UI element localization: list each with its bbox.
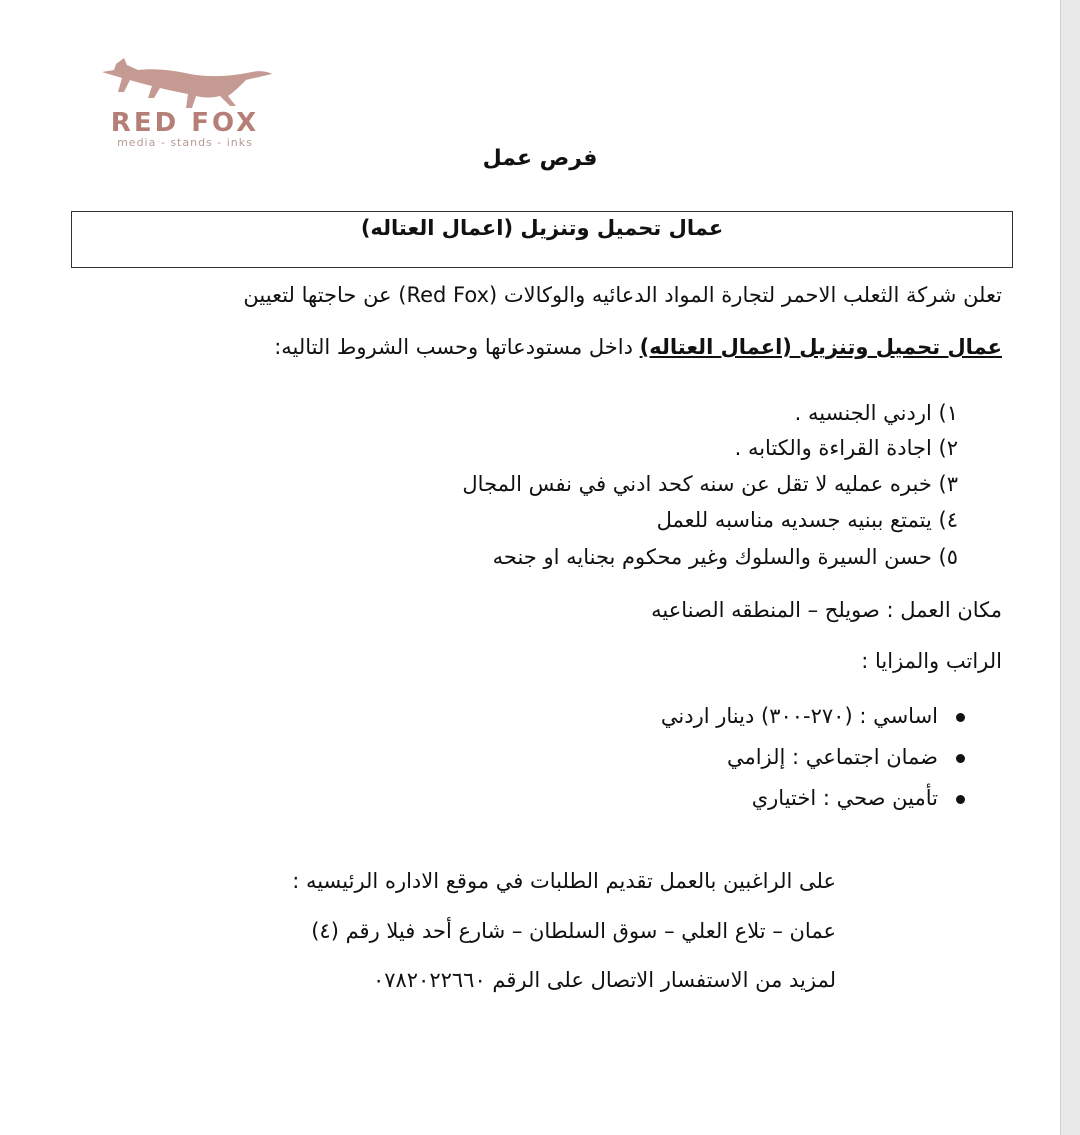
salary-heading: الراتب والمزايا : (861, 649, 1002, 673)
box-heading: عمال تحميل وتنزيل (اعمال العتاله) (360, 216, 724, 240)
heading-box (71, 211, 1013, 268)
bullet-icon (956, 713, 965, 722)
apply-phone: لمزيد من الاستفسار الاتصال على الرقم ٠٧٨٢٠٢٢٦٦٠ (372, 968, 836, 992)
condition-item: ١) اردني الجنسيه . (794, 401, 958, 425)
red-fox-logo (78, 56, 288, 150)
intro-underlined: عمال تحميل وتنزيل (اعمال العتاله) (639, 335, 1002, 359)
fox-icon (94, 56, 274, 112)
work-location: مكان العمل : صويلح – المنطقه الصناعيه (651, 598, 1002, 622)
apply-instruction: على الراغبين بالعمل تقديم الطلبات في موقع الاداره الرئيسيه : (292, 869, 836, 893)
logo-wordmark: RED FOX (110, 108, 260, 138)
intro-line-1: تعلن شركة الثعلب الاحمر لتجارة المواد الدعائيه والوكالات (Red Fox) عن حاجتها لتعيين (243, 283, 1002, 307)
condition-item: ٢) اجادة القراءة والكتابه . (734, 436, 958, 460)
intro-rest: داخل مستودعاتها وحسب الشروط التاليه: (274, 335, 640, 359)
page-edge (1061, 0, 1080, 1135)
logo-tagline: media - stands - inks (117, 136, 253, 149)
apply-address: عمان – تلاع العلي – سوق السلطان – شارع أحد فيلا رقم (٤) (311, 919, 836, 943)
intro-line-2 (274, 335, 1002, 359)
condition-item: ٣) خبره عمليه لا تقل عن سنه كحد ادني في نفس المجال (462, 472, 958, 496)
bullet-icon (956, 795, 965, 804)
condition-item: ٤) يتمتع ببنيه جسديه مناسبه للعمل (656, 508, 958, 532)
benefit-item: ضمان اجتماعي : إلزامي (727, 745, 965, 769)
condition-item: ٥) حسن السيرة والسلوك وغير محكوم بجنايه او جنحه (492, 545, 958, 569)
benefit-item: تأمين صحي : اختياري (752, 786, 965, 810)
benefit-item: اساسي : (٢٧٠-٣٠٠) دينار اردني (661, 704, 965, 728)
page-title: فرص عمل (482, 146, 598, 171)
bullet-icon (956, 754, 965, 763)
